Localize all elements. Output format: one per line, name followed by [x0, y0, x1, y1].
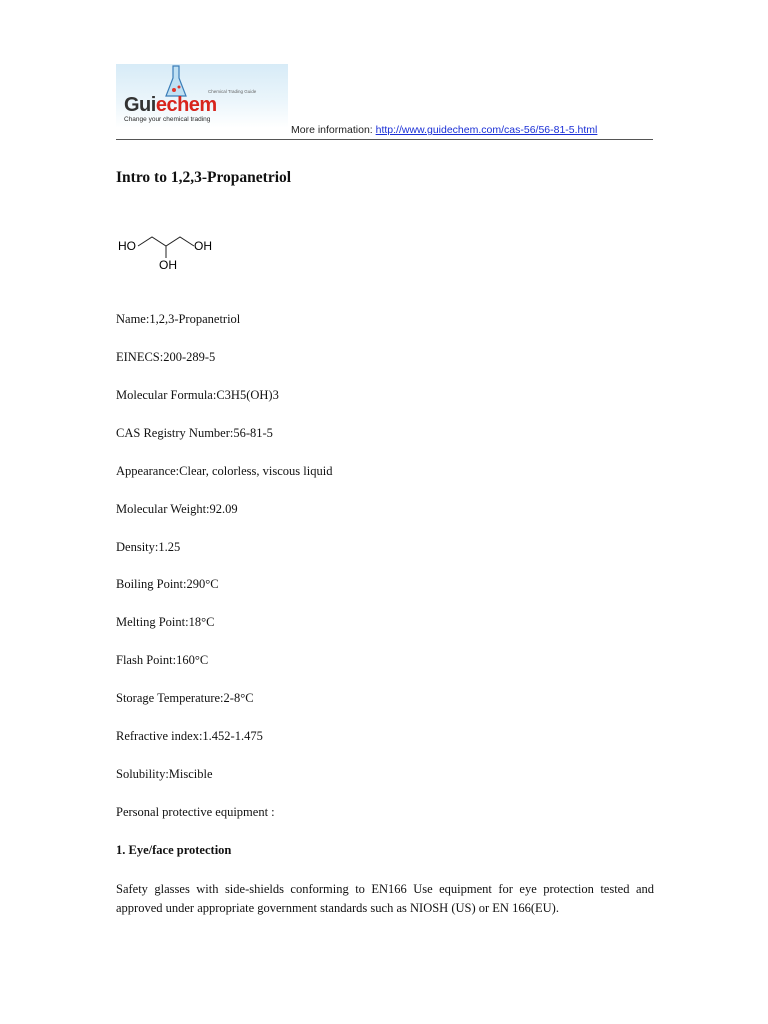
more-info-link[interactable]: http://www.guidechem.com/cas-56/56-81-5.html [375, 124, 598, 136]
field-density: Density:1.25 [116, 540, 181, 554]
molecular-structure-diagram [116, 228, 226, 274]
logo-text-main: Gui [124, 94, 156, 116]
structure-label-oh-bottom: OH [159, 258, 177, 272]
field-cas-number: CAS Registry Number:56-81-5 [116, 426, 273, 440]
field-molecular-weight: Molecular Weight:92.09 [116, 502, 238, 516]
carbon-chain-bonds [138, 237, 194, 246]
section-paragraph: Safety glasses with side-shields conforming to EN166 Use equipment for eye protection tested and approved under appropriate government standards such as NIOSH (US) or EN 166(EU). [116, 882, 654, 915]
logo-tagline: Change your chemical trading [124, 116, 211, 123]
field-name: Name:1,2,3-Propanetriol [116, 312, 241, 326]
page-title: Intro to 1,2,3-Propanetriol [116, 169, 292, 186]
logo-category: Chemical Trading Guide [208, 89, 257, 94]
field-flash-point: Flash Point:160°C [116, 653, 209, 667]
field-appearance: Appearance:Clear, colorless, viscous liquid [116, 464, 333, 478]
field-boiling-point: Boiling Point:290°C [116, 577, 219, 591]
section-heading-eye-protection: 1. Eye/face protection [116, 843, 232, 857]
logo-wordmark [124, 94, 217, 117]
structure-label-oh-right: OH [194, 239, 212, 253]
field-einecs: EINECS:200-289-5 [116, 350, 216, 364]
field-solubility: Solubility:Miscible [116, 767, 213, 781]
field-storage-temperature: Storage Temperature:2-8°C [116, 691, 254, 705]
more-info-label: More information: [291, 124, 376, 136]
guidechem-logo[interactable] [116, 64, 288, 128]
field-refractive-index: Refractive index:1.452-1.475 [116, 729, 263, 743]
more-information-line [291, 124, 597, 136]
structure-label-ho: HO [118, 239, 136, 253]
header-divider [116, 139, 653, 140]
logo-text-accent: echem [155, 94, 217, 116]
field-ppe-heading: Personal protective equipment : [116, 805, 275, 819]
field-melting-point: Melting Point:18°C [116, 615, 215, 629]
field-molecular-formula: Molecular Formula:C3H5(OH)3 [116, 388, 279, 402]
